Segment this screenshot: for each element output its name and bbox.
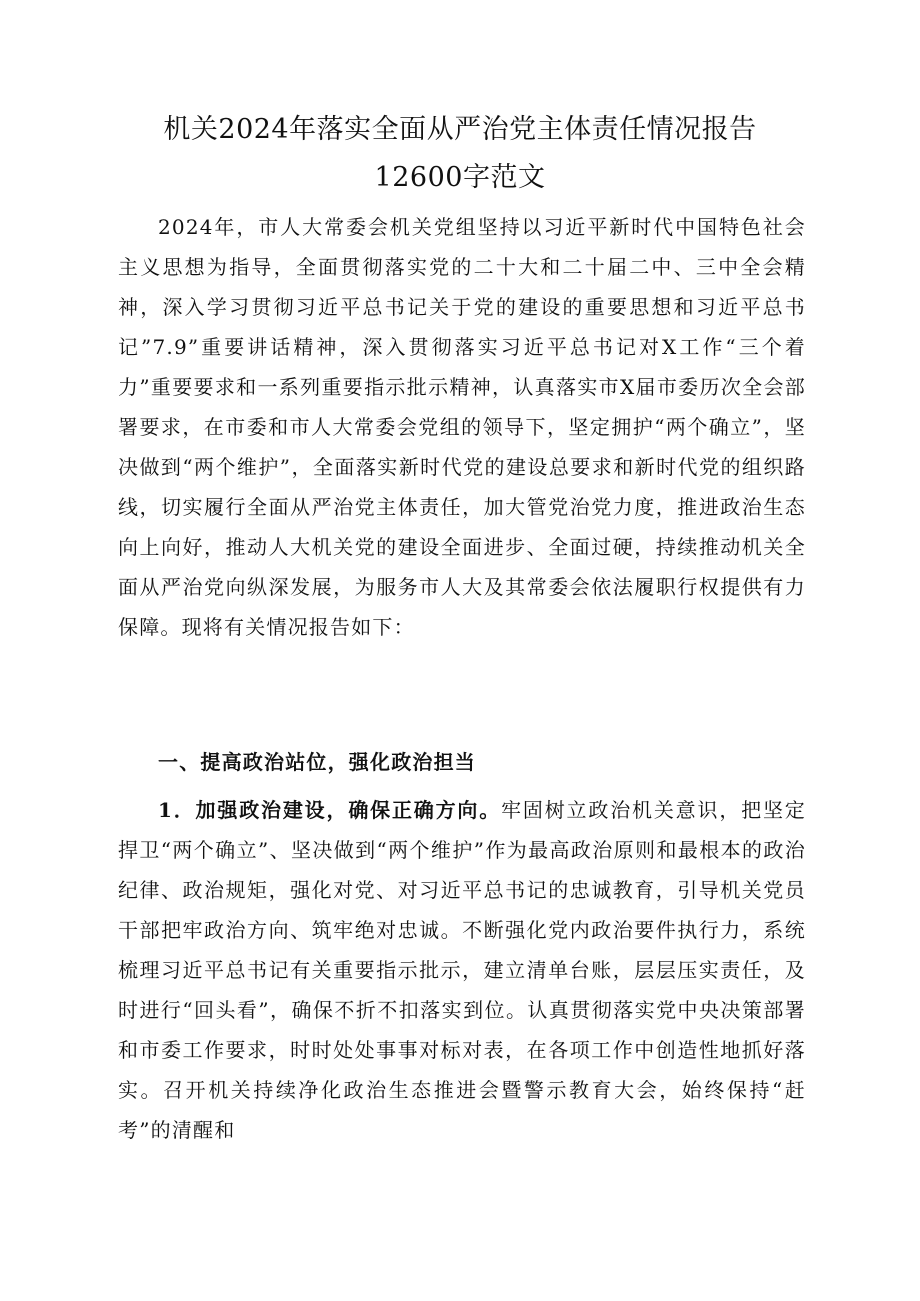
item-1-paragraph (118, 790, 806, 1150)
intro-paragraph: 2024年，市人大常委会机关党组坚持以习近平新时代中国特色社会主义思想为指导，全面贯彻落实党的二十大和二十届二中、三中全会精神，深入学习贯彻习近平总书记关于党的建设的重要思想和习近平总书记”7.9”重要讲话精神，深入贯彻落实习近平总书记对X工作“三个着力”重要要求和一系列重要指示批示精神，认真落实市X届市委历次全会部署要求，在市委和市人大常委会党组的领导下，坚定拥护“两个确立”，坚决做到“两个维护”，全面落实新时代党的建设总要求和新时代党的组织路线，切实履行全面从严治党主体责任，加大管党治党力度，推进政治生态向上向好，推动人大机关党的建设全面进步、全面过硬，持续推动机关全面从严治党向纵深发展，为服务市人大及其常委会依法履职行权提供有力保障。现将有关情况报告如下： (118, 215, 806, 639)
document-title-line-2: 12600字范文 (374, 162, 546, 193)
document-title-line-1: 机关2024年落实全面从严治党主体责任情况报告 (163, 114, 757, 145)
section-heading-1: 一、提高政治站位，强化政治担当 (158, 750, 476, 774)
item-1-lead: 1．加强政治建设，确保正确方向。 (158, 798, 502, 822)
item-1-body: 牢固树立政治机关意识，把坚定捍卫“两个确立”、坚决做到“两个维护”作为最高政治原则和最根本的政治纪律、政治规矩，强化对党、对习近平总书记的忠诚教育，引导机关党员干部把牢政治方向、筑牢绝对忠诚。不断强化党内政治要件执行力，系统梳理习近平总书记有关重要指示批示，建立清单台账，层层压实责任，及时进行“回头看”，确保不折不扣落实到位。认真贯彻落实党中央决策部署和市委工作要求，时时处处事事对标对表，在各项工作中创造性地抓好落实。召开机关持续净化政治生态推进会暨警示教育大会，始终保持“赶考”的清醒和 (118, 798, 806, 1142)
